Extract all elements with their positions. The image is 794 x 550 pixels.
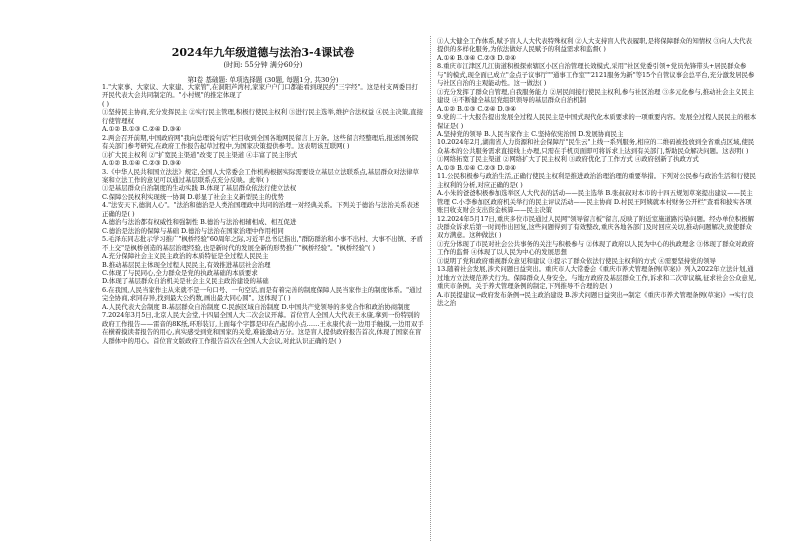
- question-options: ①网络拓宽了民主渠道 ②网络扩大了民主权利 ③政府优化了工作方式 ④政府创新了执政方式: [437, 155, 699, 164]
- answer-choices: A.①② B.①④ C.②③ D.③④: [102, 159, 181, 168]
- answer-choices: B.推动基层民主体现全过程人民民主,有效推进基层社会治理: [102, 260, 271, 269]
- question-5: 5.毛泽东同志批示学习推广"枫桥经验"60周年之际,习近平总书记指出,"群防群治和小事不出村、大事不出镇、矛盾不上交"是枫桥创造的基层治理经验,也是新时代的发展全新的形势推广"枫桥经验"。"枫桥经验"( ): [102, 235, 424, 252]
- column-divider: [430, 36, 431, 541]
- left-column: [102, 83, 424, 345]
- question-options: ①充分发挥了群众自管理,自我服务能力 ②居民间接行使民主权利,参与社区治理 ③多元化参与,推动社会主义民主建设 ④不断健全基层党组织领导的基层群众自治机制: [437, 87, 754, 105]
- answer-choices: ①是基层群众自治制度的生动实践 B.体现了基层群众依法行使立法权: [102, 184, 297, 193]
- answer-choices: A.①③ B.①④ C.②③ D.②④: [437, 163, 516, 172]
- question-3: 3.《中华人民共和国立法法》规定,全国人大常委会工作机构根据实际需要设立基层立法联系点,基层群众对法律草案和立法工作的意见可以通过基层联系点充分反映。此举( ): [102, 167, 419, 184]
- question-2: 2.两会召开前期,中国政府网"我向总理说句话"栏目收到全国各地网民留言上万条。这些留言经整理后,报送国务院有关部门参考研究,在政府工作报告起草过程中,为国家决策提供参考。这表明该互联网( ): [102, 133, 419, 151]
- question-10: 10.2024年2月,湖南省人力资源和社会保障厅"民生云"上线一系列服务,相应的二维码被投放到全省重点区域,使民众基本的公共服务需求直接线上办理,只需在手机页面即可将诉求上达到有关部门,帮助民众解决问题。这表明( ): [437, 138, 755, 155]
- question-options: ①说明了党和政府重视群众意见和建议 ③提示了群众依法行使民主权利的方式 ④需要坚持党的领导: [437, 256, 716, 265]
- exam-title: 2024年九年级道德与法治3-4课试卷: [171, 46, 355, 59]
- answer-choices: C.德治是法治的保障与基础 D.德治与法治在国家治理中作用相同: [102, 226, 284, 235]
- answer-choices: A.①② B.①③ C.②④ D.③④: [102, 125, 181, 134]
- answer-choices: C.体现了与民同心,全力群众是党的执政基础的本质要求: [102, 268, 258, 277]
- exam-meta: (时间: 55分钟 满分60分): [223, 61, 303, 69]
- answer-choices: A.充分保障社会主义民主政治的本质特征是全过程人民民主: [102, 252, 269, 261]
- question-11: 11.公民积极参与政治生活,正确行使民主权利是推进政治治理治理的重要举措。下列对公民参与政治生活和行使民主权利的分析,对应正确的是( ): [437, 172, 756, 189]
- answer-choices: A.①④ B.③④ C.②③ D.②④: [437, 53, 516, 62]
- question-9: 9.党的二十大报告提出发展全过程人民民主是中国式现代化本质要求的一项重要内容。发展全过程人民民主的根本保证是( ): [437, 113, 757, 130]
- answer-choices: A.德治与法治都有权威性和强制性 B.德治与法治相辅相成、相互促进: [102, 218, 297, 227]
- section-heading: 第Ⅰ卷 基础题: 单项选择题 (30题, 每题1分, 共30分): [187, 76, 339, 84]
- answer-choices: A.坚持党的领导 B.人民当家作主 C.坚持依宪治国 D.发展协商民主: [437, 129, 624, 138]
- question-6: 6.在我国,人民当家作主从来就不是一句口号、一句空话,而是有着完善的制度保障人民当家作主的制度体系。"通过完全协商,求同存异,找到最大公约数,画出最大同心圆"。这体现了( ): [102, 285, 422, 303]
- answer-choices: A.①② B.①③ C.②④ D.③④: [437, 104, 516, 113]
- question-12: 12.2024年5月17日,重庆多位市民通过人民网"领导留言板"留言,反映了附近室施道路污染问题。经办单位积极解决群众诉求后第一时间作出回复,这些问题得到了有效整改,重庆各地各部门及时回应关切,推动问题解决,致使群众双方满意。这种做法( ): [437, 214, 754, 240]
- answer-blank: ( ): [102, 99, 110, 108]
- question-4: 4."法安天下,德润人心"。"法治和德治是人类治国理政中共同的治理一对经典关系。下列关于德治与法治关系表述正确的是( ): [102, 201, 420, 218]
- question-8: 8.重庆市江津区几江街道积极探索辖区小区自治管理长效模式,采用"社区党委引领+党员先锋带头+居民群众参与"的模式,现全面已成立"金点子议事厅""通事工作室""2121服务为新"等15个自管议事会总平台,充分激发居民参与社区自治的主观能动性。这一做法( ): [437, 62, 755, 88]
- answer-choices: A.小朱的爸爸积极参加选举区人大代表的活动——民主选举 B.张叔叔对本市的十四五规划草案提出建议——民主管理 C.小李参加区政府机关举行的民主评议活动——民主协商 D.村民王阿姨就本村财务公开栏"查看和披实各项账目收支财会支出资金核算——民主决策: [437, 189, 753, 215]
- question-options: ①坚持民主协商,充分发挥民主 ②实行民主管理,积极行使民主权利 ③进行民主选举,维护合法权益 ④民主决策,直接行使管理权: [102, 108, 423, 125]
- question-options: ①人大健全工作体系,赋予盲人人大代表特殊权利 ②人大支持盲人代表履职,是将保障群众的知情权 ③向人大代表提供的多样化服务,为依法做好人民赋予的利益需求和监督( ): [437, 37, 752, 54]
- right-column: [437, 37, 757, 308]
- question-1: 1."大家事、大家议、大家建、大家管",在洞阳芦湾村,家家户户门口都能看到现民约"三字经"。这是村支两委目打开民代表大会共同制定的。"小村规"的推定体现了: [102, 83, 418, 100]
- question-13: 13.随着社会发展,涉犬问题日益突出。重庆市人大常委会《重庆市养犬管理条例(草案)》列入2022年立法计划,通过地方立法规范养犬行为。保障群众人身安全。与地方政府及基层群众工作,诉求和二次审议稿,征求社会公众意见,重庆市条例。关于养犬管理条例的制定,下列推导不合理的是( ): [437, 265, 757, 291]
- answer-choices: C.保障公民权利实现统一协调 D.彰显了社会主义新型民主的优势: [102, 192, 284, 201]
- answer-choices: A.市民提建议→政府发布条例→民主政治建设 B.涉犬问题日益突出→制定《重庆市养犬管理条例(草案)》→实行良法之治: [437, 290, 754, 308]
- answer-choices: D.体现了基层群众自治机关是社会主义民主政治建设的基础: [102, 277, 269, 286]
- question-7: 7.2024年3月5日,北京人民大会堂,十四届全国人大二次会议开幕。首位官人全国人大代表王永康,拿到一份特别的政府工作报告——雷音的8K纸,环形装订,上面每个字都是印在凸起的小点……王永康代表一边用手触摸,一边用双手在横着摸读者报告的用心,真实感受到党和国家的关爱,难能激动万分。这是盲人提供政府报告首次,体现了国家在盲人群体中的用心。首位盲文版政府工作报告首次在全国人大会议,对此认识正确的是( ): [102, 311, 424, 345]
- question-options: ①充分体现了市民对社会公共事务的关注与积极参与 ②体现了政府以人民为中心的执政理念 ③体现了群众对政府工作的监督 ④体现了以人民为中心的发展思想: [437, 239, 755, 257]
- answer-choices: A.人民代表大会制度 B.基层群众自治制度 C.民族区域自治制度 D.中国共产党领导的多党合作和政治协商制度: [102, 302, 410, 311]
- question-options: ①扩大民主权利 ②"扩宽民主渠道"改变了民主渠道 ④丰富了民主形式: [102, 150, 298, 159]
